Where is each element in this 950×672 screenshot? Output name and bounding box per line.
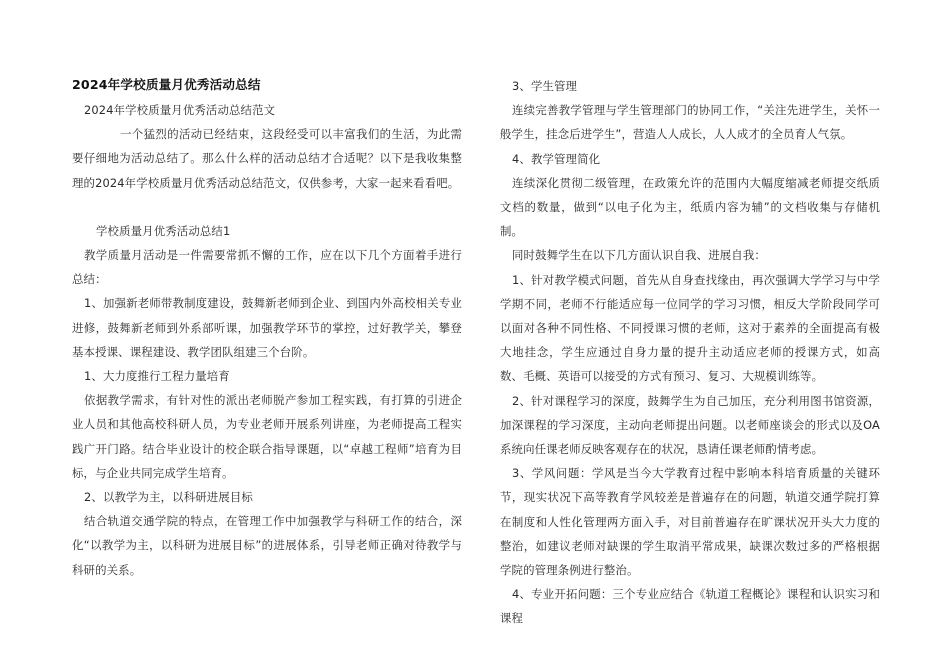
paragraph: 连续深化贯彻二级管理，在政策允许的范围内大幅度缩减老师提交纸质文档的数量，做到“以电子化为主，纸质内容为辅”的文档收集与存储机制。: [500, 175, 880, 239]
paragraph-heading: 4、教学管理简化: [512, 151, 601, 166]
paragraph: 4、专业开拓问题：三个专业应结合《轨道工程概论》课程和认识实习和课程: [500, 587, 880, 626]
intro-paragraph: 一个猛烈的活动已经结束，这段经受可以丰富我们的生活，为此需要仔细地为活动总结了。那么什么样的活动总结才合适呢？以下是我收集整理的2024年学校质量月优秀活动总结范文，仅供参考，大家一起来看看吧。: [72, 127, 462, 190]
section-title: 学校质量月优秀活动总结1: [96, 223, 231, 238]
paragraph-gap: [72, 195, 462, 219]
paragraph-heading: 1、大力度推行工程力量培育: [84, 369, 230, 384]
paragraph: 同时鼓舞学生在以下几方面认识自我、进展自我：: [512, 248, 766, 263]
paragraph: 结合轨道交通学院的特点，在管理工作中加强教学与科研工作的结合，深化“以教学为主，以科研为进展目标”的进展体系，引导老师正确对待教学与科研的关系。: [72, 514, 462, 577]
paragraph: 3、学风问题：学风是当今大学教育过程中影响本科培育质量的关键环节，现实状况下高等教育学风较差是普遍存在的问题，轨道交通学院打算在制度和人性化管理两方面入手，对目前普遍存在旷课状况开头大力度的整治，如建议老师对缺课的学生取消平常成果，缺课次数过多的严格根据学院的管理条例进行整治。: [500, 466, 880, 578]
left-column: [72, 74, 462, 582]
paragraph: 教学质量月活动是一件需要常抓不懈的工作，应在以下几个方面着手进行总结：: [72, 248, 462, 287]
paragraph: 1、加强新老师带教制度建设，鼓舞新老师到企业、到国内外高校相关专业进修，鼓舞新老师到外系部听课，加强教学环节的掌控，过好教学关，攀登基本授课、课程建设、教学团队组建三个台阶。: [72, 296, 462, 359]
paragraph: 依据教学需求，有针对性的派出老师脱产参加工程实践，有打算的引进企业人员和其他高校科研人员，为专业老师开展系列讲座，为老师提高工程实践广开门路。结合毕业设计的校企联合指导课题，以“卓越工程师”培育为目标，与企业共同完成学生培育。: [72, 393, 462, 480]
paragraph-heading: 2、以教学为主，以科研进展目标: [84, 490, 253, 505]
right-column: [500, 74, 880, 631]
paragraph-heading: 3、学生管理: [512, 79, 578, 93]
paragraph: 2、针对课程学习的深度，鼓舞学生为自己加压，充分利用图书馆资源，加深课程的学习深度，主动向老师提出问题。以老师座谈会的形式以及OA系统向任课老师反映客观存在的状况，恳请任课老师酌情考虑。: [500, 393, 880, 457]
document-title: 2024年学校质量月优秀活动总结: [72, 77, 261, 92]
paragraph: 连续完善教学管理与学生管理部门的协同工作，“关注先进学生，关怀一般学生，挂念后进学生”，营造人人成长，人人成才的全员育人气氛。: [500, 103, 880, 142]
document-subtitle: 2024年学校质量月优秀活动总结范文: [84, 103, 276, 117]
paragraph: 1、针对教学模式问题，首先从自身查找缘由，再次强调大学学习与中学学期不同，老师不行能适应每一位同学的学习习惯，相反大学阶段同学可以面对各种不同性格、不同授课习惯的老师，这对于素养的全面提高有极大地挂念，学生应通过自身力量的提升主动适应老师的授课方式，如高数、毛概、英语可以接受的方式有预习、复习、大规模训练等。: [500, 272, 880, 384]
